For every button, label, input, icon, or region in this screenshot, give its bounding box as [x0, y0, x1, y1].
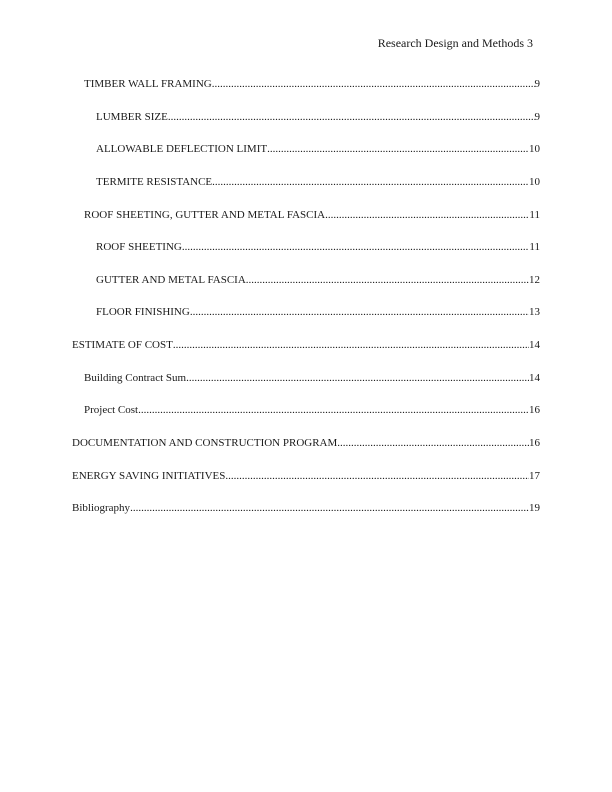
toc-entry[interactable]	[72, 468, 540, 484]
toc-entry[interactable]	[84, 402, 540, 418]
toc-entry-page: 11	[529, 241, 540, 253]
toc-entry[interactable]	[96, 272, 540, 288]
toc-entry-title: TIMBER WALL FRAMING	[84, 78, 212, 90]
toc-entry-page: 10	[529, 143, 540, 155]
running-header: Research Design and Methods 3	[377, 36, 533, 50]
toc-entry[interactable]	[72, 337, 540, 353]
toc-entry-page: 13	[529, 306, 540, 318]
toc-entry-title: ROOF SHEETING, GUTTER AND METAL FASCIA	[84, 209, 326, 221]
toc-entry-page: 14	[529, 372, 540, 384]
toc-entry-page: 17	[529, 470, 540, 482]
toc-entry-title: Project Cost	[84, 404, 139, 416]
toc-entry-title: Building Contract Sum	[84, 372, 187, 384]
toc-entry-title: ESTIMATE OF COST	[72, 339, 173, 351]
toc-entry[interactable]	[84, 370, 540, 386]
toc-entry-page: 9	[534, 78, 540, 90]
toc-entry-page: 11	[529, 209, 540, 221]
toc-entry[interactable]	[96, 239, 540, 255]
toc-entry-title: ALLOWABLE DEFLECTION LIMIT	[96, 143, 268, 155]
toc-entry[interactable]	[96, 174, 540, 190]
toc-entry-page: 10	[529, 176, 540, 188]
toc-entry-page: 19	[529, 502, 540, 514]
toc-dot-leader	[225, 468, 529, 484]
toc-entry[interactable]	[96, 304, 540, 320]
toc-dot-leader	[246, 272, 529, 288]
toc-dot-leader	[337, 435, 529, 451]
toc-entry-page: 12	[529, 274, 540, 286]
toc-dot-leader	[325, 207, 529, 223]
toc-dot-leader	[212, 174, 529, 190]
toc-entry-title: ENERGY SAVING INITIATIVES	[72, 470, 226, 482]
toc-entry-page: 16	[529, 404, 540, 416]
toc-dot-leader	[267, 141, 529, 157]
toc-dot-leader	[186, 370, 529, 386]
toc-dot-leader	[173, 337, 529, 353]
toc-entry[interactable]	[72, 435, 540, 451]
toc-entry-title: DOCUMENTATION AND CONSTRUCTION PROGRAM	[72, 437, 338, 449]
toc-entry[interactable]	[96, 109, 540, 125]
toc-entry-title: Bibliography	[72, 502, 131, 514]
toc-dot-leader	[168, 109, 535, 125]
toc-entry-title: ROOF SHEETING	[96, 241, 182, 253]
toc-entry-title: FLOOR FINISHING	[96, 306, 190, 318]
toc-entry-title: TERMITE RESISTANCE	[96, 176, 213, 188]
toc-entry[interactable]	[84, 76, 540, 92]
toc-entry-title: LUMBER SIZE	[96, 111, 168, 123]
toc-entry[interactable]	[96, 141, 540, 157]
toc-dot-leader	[130, 500, 529, 516]
toc-entry[interactable]	[84, 207, 540, 223]
toc-entry-page: 14	[529, 339, 540, 351]
toc-dot-leader	[190, 304, 529, 320]
toc-entry-title: GUTTER AND METAL FASCIA	[96, 274, 246, 286]
toc-dot-leader	[212, 76, 535, 92]
toc-entry[interactable]	[72, 500, 540, 516]
toc-dot-leader	[138, 402, 529, 418]
toc-entry-page: 16	[529, 437, 540, 449]
toc-entry-page: 9	[534, 111, 540, 123]
toc-dot-leader	[182, 239, 530, 255]
